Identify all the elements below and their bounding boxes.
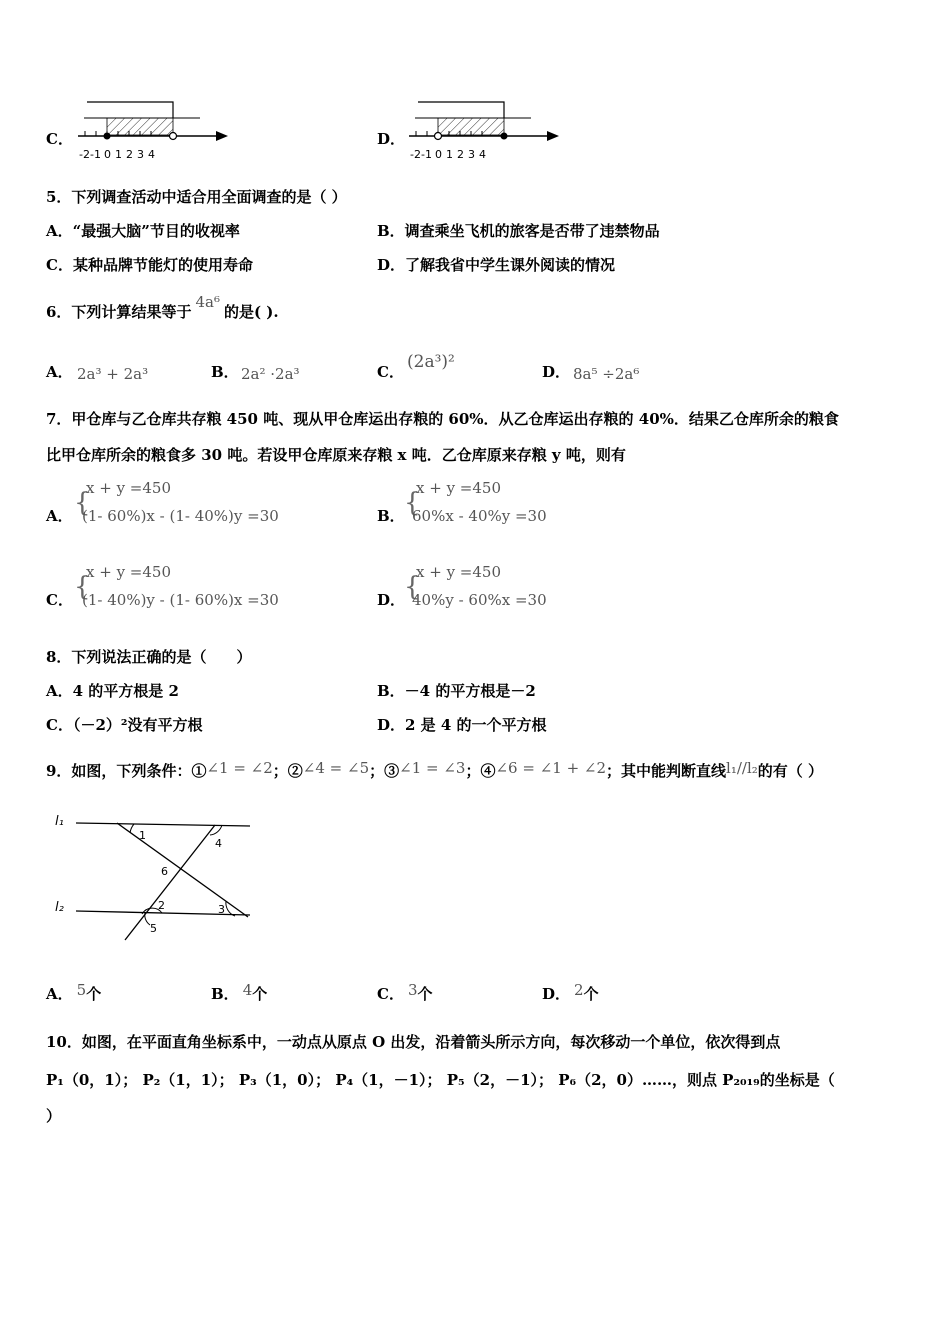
q9-lines: l₁//l₂ xyxy=(726,759,758,777)
q5-option-b[interactable]: B．调查乘坐飞机的旅客是否带了违禁物品 xyxy=(377,222,660,240)
q9-b-label: B． xyxy=(211,985,239,1003)
q6-stem-expr: 4a⁶ xyxy=(195,293,220,311)
q9-c-label: C． xyxy=(377,985,404,1003)
q9-cond3: ∠1 = ∠3 xyxy=(399,759,466,777)
tick-label: 4 xyxy=(479,148,486,161)
q4-option-c-numberline xyxy=(70,96,240,166)
tick-label: 1 xyxy=(115,148,122,161)
tick-label: 2 xyxy=(126,148,133,161)
q7-a-eq1: x + y =450 xyxy=(86,479,172,497)
q9-mid: ；其中能判断直线 xyxy=(606,762,727,780)
q9-option-b[interactable] xyxy=(211,983,267,1004)
angle-label-2: 2 xyxy=(158,899,165,912)
tick-label: 1 xyxy=(446,148,453,161)
q9-sep4: ；④ xyxy=(465,762,496,780)
tick-label: 3 xyxy=(468,148,475,161)
q6-option-c-label[interactable]: C． xyxy=(377,363,404,381)
q9-option-c[interactable] xyxy=(377,983,433,1004)
q9-a-label: A． xyxy=(46,985,73,1003)
d-bracket-line xyxy=(418,102,504,118)
c-axis-arrow xyxy=(216,131,228,141)
angle-1-arc xyxy=(130,824,134,833)
q7-a-eq2: (1- 60%)x - (1- 40%)y =30 xyxy=(82,507,279,525)
d-hollow-dot xyxy=(435,133,442,140)
q10-stem-line2: P₁（0，1）； P₂（1，1）； P₃（1，0）； P₄（1，－1）； P₅（2，－1）； P₆（2，0）……，则点 P₂₀₁₉的坐标是（ xyxy=(46,1071,835,1089)
q9-b-val: 4 xyxy=(242,981,253,999)
q4-option-c-label[interactable]: C． xyxy=(46,130,73,148)
q6-option-a-expr: 2a³ + 2a³ xyxy=(77,365,149,383)
q7-a-brace: { xyxy=(74,488,91,518)
c-solid-dot xyxy=(104,133,111,140)
q7-d-brace: { xyxy=(404,572,421,602)
q9-figure xyxy=(50,805,265,945)
q4-option-d-label[interactable]: D． xyxy=(377,130,406,148)
tick-label: 0 xyxy=(435,148,442,161)
angle-label-5: 5 xyxy=(150,922,157,935)
q6-option-b-label[interactable]: B． xyxy=(211,363,239,381)
tick-label: 0 xyxy=(104,148,111,161)
q6-option-c-expr: (2a³)² xyxy=(407,352,455,372)
q10-stem-line3: ） xyxy=(46,1107,62,1125)
q9-c-unit: 个 xyxy=(417,985,433,1003)
q9-option-d[interactable] xyxy=(542,983,599,1004)
q9-cond4: ∠6 = ∠1 + ∠2 xyxy=(495,759,607,777)
q8-option-d[interactable]: D．2 是 4 的一个平方根 xyxy=(377,716,547,734)
q6-option-a-label[interactable]: A． xyxy=(46,363,73,381)
q10-stem-line1: 10．如图，在平面直角坐标系中，一动点从原点 O 出发，沿着箭头所示方向，每次移动一个单位，依次得到点 xyxy=(46,1033,781,1051)
tick-label: -2 xyxy=(410,148,421,161)
angle-3-arc xyxy=(226,901,235,916)
q4-option-d-numberline xyxy=(401,96,571,166)
q7-c-eq2: (1- 40%)y - (1- 60%)x =30 xyxy=(82,591,279,609)
angle-label-3: 3 xyxy=(218,903,225,916)
angle-label-6: 6 xyxy=(161,865,168,878)
q8-option-b[interactable]: B．－4 的平方根是－2 xyxy=(377,682,536,700)
angle-label-1: 1 xyxy=(139,829,146,842)
angle-label-4: 4 xyxy=(215,837,222,850)
q9-sep3: ；③ xyxy=(369,762,400,780)
label-l2: l₂ xyxy=(55,900,64,915)
q7-option-d-label[interactable]: D． xyxy=(377,591,406,609)
label-l1: l₁ xyxy=(55,814,64,829)
q9-stem xyxy=(46,760,823,781)
q5-option-a[interactable]: A．“最强大脑”节目的收视率 xyxy=(46,222,240,240)
q7-option-c-label[interactable]: C． xyxy=(46,591,73,609)
q7-b-brace: { xyxy=(404,488,421,518)
line-l1 xyxy=(76,823,250,826)
q6-stem-pre: 6．下列计算结果等于 xyxy=(46,303,192,321)
tick-label: -1 xyxy=(421,148,432,161)
d-axis-arrow xyxy=(547,131,559,141)
q9-d-label: D． xyxy=(542,985,571,1003)
q7-option-b-label[interactable]: B． xyxy=(377,507,405,525)
q9-a-unit: 个 xyxy=(86,985,102,1003)
q7-d-eq2: 40%y - 60%x =30 xyxy=(412,591,547,609)
c-hollow-dot xyxy=(170,133,177,140)
transversal-a xyxy=(117,823,248,917)
q7-option-a-label[interactable]: A． xyxy=(46,507,73,525)
q7-stem-line2: 比甲仓库所余的粮食多 30 吨。若设甲仓库原来存粮 x 吨．乙仓库原来存粮 y 吨，则有 xyxy=(46,446,626,464)
q6-stem-post: 的是( ). xyxy=(223,303,279,321)
q9-d-unit: 个 xyxy=(583,985,599,1003)
q9-b-unit: 个 xyxy=(252,985,268,1003)
q9-cond1: ∠1 = ∠2 xyxy=(206,759,273,777)
q6-option-d-label[interactable]: D． xyxy=(542,363,571,381)
q9-a-val: 5 xyxy=(76,981,87,999)
tick-label: 4 xyxy=(148,148,155,161)
c-bracket-line xyxy=(87,102,173,118)
q9-c-val: 3 xyxy=(407,981,418,999)
q7-c-brace: { xyxy=(74,572,91,602)
q6-option-b-expr: 2a² ·2a³ xyxy=(241,365,300,383)
q8-option-c[interactable]: C．（－2）²没有平方根 xyxy=(46,716,203,734)
q9-end: 的有（ ） xyxy=(757,762,824,780)
q6-option-d-expr: 8a⁵ ÷2a⁶ xyxy=(573,365,640,383)
transversal-b xyxy=(125,825,215,940)
q9-cond2: ∠4 = ∠5 xyxy=(302,759,370,777)
q8-stem: 8．下列说法正确的是（ ） xyxy=(46,648,252,666)
q7-stem-line1: 7．甲仓库与乙仓库共存粮 450 吨、现从甲仓库运出存粮的 60%．从乙仓库运出存粮的 40%．结果乙仓库所余的粮食 xyxy=(46,410,839,428)
q5-stem: 5．下列调查活动中适合用全面调查的是（ ） xyxy=(46,188,347,206)
q5-option-d[interactable]: D．了解我省中学生课外阅读的情况 xyxy=(377,256,616,274)
q7-d-eq1: x + y =450 xyxy=(416,563,502,581)
tick-label: -1 xyxy=(90,148,101,161)
q7-c-eq1: x + y =450 xyxy=(86,563,172,581)
q8-option-a[interactable]: A．4 的平方根是 2 xyxy=(46,682,179,700)
q7-b-eq2: 60%x - 40%y =30 xyxy=(412,507,547,525)
q9-option-a[interactable] xyxy=(46,983,101,1004)
tick-label: 3 xyxy=(137,148,144,161)
q9-sep2: ；② xyxy=(272,762,303,780)
d-solid-dot xyxy=(501,133,508,140)
q6-stem xyxy=(46,293,279,322)
tick-label: 2 xyxy=(457,148,464,161)
q5-option-c[interactable]: C．某种品牌节能灯的使用寿命 xyxy=(46,256,253,274)
q9-d-val: 2 xyxy=(574,981,584,999)
q7-b-eq1: x + y =450 xyxy=(416,479,502,497)
q9-stem-pre: 9．如图，下列条件：① xyxy=(46,762,207,780)
tick-label: -2 xyxy=(79,148,90,161)
